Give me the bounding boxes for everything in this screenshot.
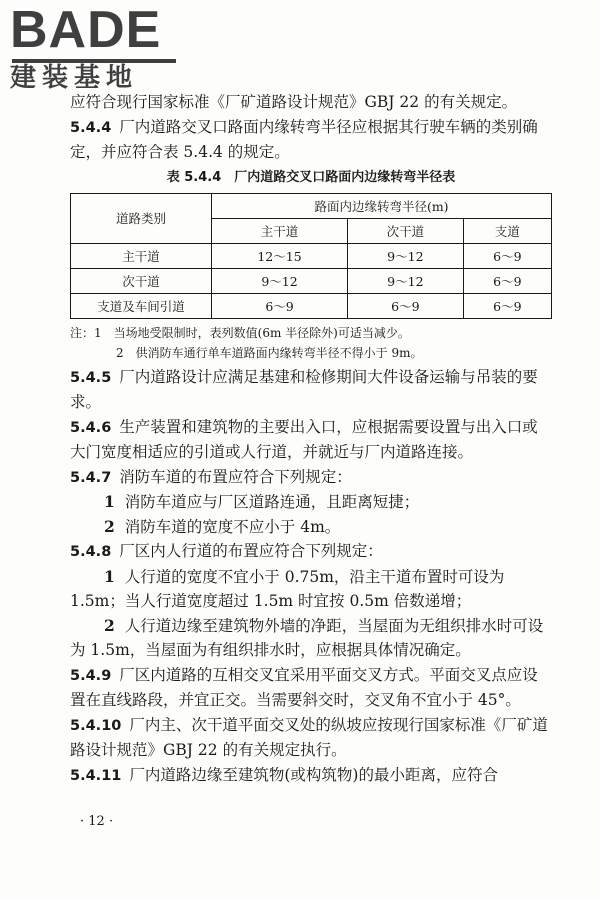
row-label: 主干道: [71, 243, 212, 268]
item-number: 2: [104, 615, 115, 635]
turning-radius-table: [70, 193, 552, 319]
clause-5-4-7: [70, 465, 552, 491]
table-row: [71, 243, 552, 268]
clause-text: 厂内道路交叉口路面内缘转弯半径应根据其行驶车辆的类别确定，并应符合表 5.4.4 的规定。: [70, 117, 538, 161]
list-item: [70, 565, 552, 614]
clause-number: 5.4.9: [70, 667, 112, 684]
table-cell: 12～15: [212, 243, 348, 268]
table-cell: 6～9: [212, 293, 348, 318]
page-number: · 12 ·: [80, 814, 114, 829]
clause-text: 消防车道的布置应符合下列规定：: [119, 467, 352, 486]
page-content: [70, 90, 552, 788]
table-cell: 9～12: [212, 268, 348, 293]
table-row: [71, 268, 552, 293]
logo-wordmark: BADE: [10, 1, 162, 59]
table-cell: 6～9: [463, 268, 551, 293]
header-road-type: 道路类别: [71, 193, 212, 243]
clause-5-4-5: [70, 365, 552, 415]
clause-number: 5.4.5: [70, 369, 112, 386]
table-header-row: [71, 193, 552, 218]
list-item: [70, 490, 552, 515]
clause-text: 厂区内人行道的布置应符合下列规定：: [119, 542, 383, 560]
row-label: 支道及车间引道: [71, 293, 212, 318]
list-item: [70, 614, 552, 663]
clause-text: 生产装置和建筑物的主要出入口，应根据需要设置与出入口或大门宽度相适应的引道或人行道，并就近与厂内道路连接。: [70, 417, 538, 461]
table-cell: 6～9: [463, 293, 551, 318]
item-text: 消防车道应与厂区道路连通，且距离短捷；: [124, 493, 420, 511]
item-text: 人行道的宽度不宜小于 0.75m，沿主干道布置时可设为 1.5m；当人行道宽度超过 1.5m 时宜按 0.5m 倍数递增；: [70, 567, 505, 610]
clause-number: 5.4.7: [70, 469, 112, 486]
table-cell: 9～12: [348, 268, 464, 293]
clause-5-4-4: [70, 115, 552, 165]
col-header: 主干道: [212, 218, 348, 243]
row-label: 次干道: [71, 268, 212, 293]
clause-5-4-11: [70, 763, 552, 789]
item-text: 人行道边缘至建筑物外墙的净距，当屋面为无组织排水时可设为 1.5m，当屋面为有组织排水时，应根据具体情况确定。: [70, 616, 544, 659]
clause-text: 厂内主、次干道平面交叉处的纵坡应按现行国家标准《厂矿道路设计规范》GBJ 22 的有关规定执行。: [70, 715, 548, 759]
note-2: 2 供消防车通行单车道路面内缘转弯半径不得小于 9m。: [116, 345, 423, 360]
clause-number: 5.4.10: [70, 717, 122, 734]
logo-subtitle: 建装基地: [10, 63, 139, 93]
table-cell: 9～12: [348, 243, 464, 268]
clause-5-4-9: [70, 663, 552, 713]
col-header: 次干道: [348, 218, 464, 243]
list-item: [70, 515, 552, 540]
clause-5-4-8: [70, 539, 552, 565]
clause-number: 5.4.4: [70, 119, 112, 136]
item-number: 2: [104, 516, 115, 536]
note-1: 注：1 当场地受限制时，表列数值(6m 半径除外)可适当减少。: [70, 325, 410, 340]
col-header: 支道: [463, 218, 551, 243]
item-text: 消防车道的宽度不应小于 4m。: [124, 517, 341, 536]
table-notes: [70, 323, 552, 363]
table-cell: 6～9: [348, 293, 464, 318]
clause-text: 厂内道路设计应满足基建和检修期间大件设备运输与吊装的要求。: [70, 367, 538, 411]
clause-text: 厂区内道路的互相交叉宜采用平面交叉方式。平面交叉点应设置在直线路段，并宜正交。当需要斜交时，交叉角不宜小于 45°。: [70, 665, 538, 709]
item-number: 1: [104, 492, 115, 511]
clause-5-4-6: [70, 415, 552, 465]
clause-number: 5.4.6: [70, 419, 112, 436]
clause-number: 5.4.11: [70, 767, 122, 784]
table-caption: 表 5.4.4 厂内道路交叉口路面内边缘转弯半径表: [166, 169, 456, 185]
clause-number: 5.4.8: [70, 544, 112, 560]
bade-logo: [8, 1, 178, 94]
clause-5-4-10: [70, 713, 552, 763]
clause-text: 厂内道路边缘至建筑物(或构筑物)的最小距离，应符合: [129, 765, 498, 784]
header-radius: 路面内边缘转弯半径(m): [212, 193, 552, 218]
table-cell: 6～9: [463, 243, 551, 268]
table-row: [71, 293, 552, 318]
item-number: 1: [104, 566, 115, 586]
paragraph-continued: 应符合现行国家标准《厂矿道路设计规范》GBJ 22 的有关规定。: [70, 93, 518, 111]
